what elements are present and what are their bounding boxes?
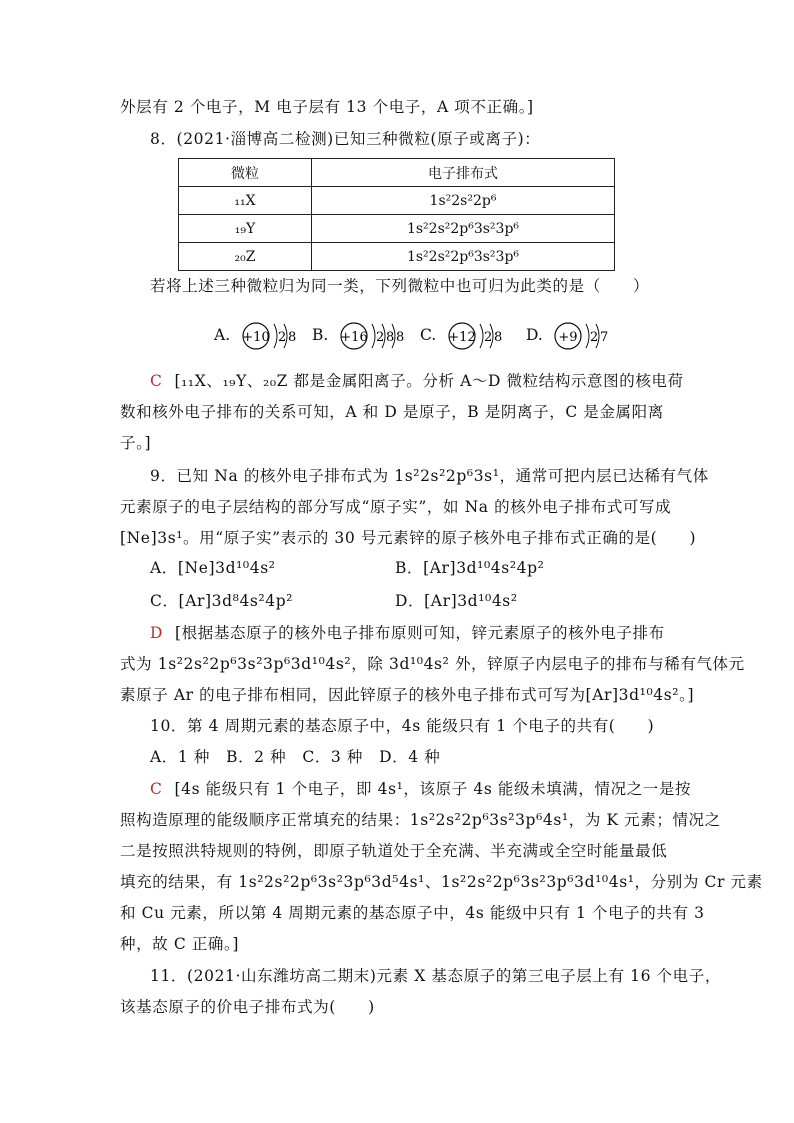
text-line: 种，故 C 正确。] xyxy=(120,935,240,953)
text-line: 外层有 2 个电子，M 电子层有 13 个电子，A 项不正确。] xyxy=(120,98,534,116)
nucleus-charge: +16 xyxy=(340,330,368,345)
table-header-cell: 电子排布式 xyxy=(312,159,615,187)
text-line: 该基态原子的价电子排布式为( ) xyxy=(120,998,375,1016)
atom-diagram-a xyxy=(240,318,310,354)
answer-8-line xyxy=(150,370,710,392)
option-letter: B. xyxy=(312,326,329,344)
shell-count: 7 xyxy=(600,330,609,345)
nucleus-charge: +10 xyxy=(242,330,270,345)
table-cell: ₁₉Y xyxy=(179,215,312,243)
question-10: 10．第 4 周期元素的基态原子中，4s 能级只有 1 个电子的共有( ) xyxy=(150,717,655,735)
option-letter: C. xyxy=(420,326,437,344)
shell-count: 8 xyxy=(386,330,395,345)
text-line: 数和核外电子排布的关系可知，A 和 D 是原子，B 是阴离子，C 是金属阳离 xyxy=(120,403,664,421)
question-11: 11．(2021·山东潍坊高二期末)元素 X 基态原子的第三电子层上有 16 个电子， xyxy=(150,967,721,985)
answer-text: [根据基态原子的核外电子排布原则可知，锌元素原子的核外电子排布 xyxy=(175,624,665,642)
electron-config-table xyxy=(178,158,615,271)
text-line: 和 Cu 元素，所以第 4 周期元素的基态原子中，4s 能级中只有 1 个电子的共有 3 xyxy=(120,904,705,922)
nucleus-charge: +12 xyxy=(448,330,476,345)
question-9: 9．已知 Na 的核外电子排布式为 1s²2s²2p⁶3s¹，通常可把内层已达稀有气体 xyxy=(150,467,709,485)
text-line: 照构造原理的能级顺序正常填充的结果：1s²2s²2p⁶3s²3p⁶4s¹，为 K 元素；情况之 xyxy=(120,811,721,829)
shell-count: 2 xyxy=(278,330,287,345)
text-line: 子。] xyxy=(120,434,152,452)
answer-text: [4s 能级只有 1 个电子，即 4s¹，该原子 4s 能级未填满，情况之一是按 xyxy=(174,780,692,798)
table-row xyxy=(179,243,615,271)
table-header-row xyxy=(179,159,615,187)
atom-diagram-d xyxy=(552,318,622,354)
nucleus-charge: +9 xyxy=(558,330,578,345)
answer-10-line xyxy=(150,778,710,800)
answer-text: [₁₁X、₁₉Y、₂₀Z 都是金属阳离子。分析 A～D 微粒结构示意图的核电荷 xyxy=(174,372,684,390)
table-cell: ₁₁X xyxy=(179,187,312,215)
text-line: 素原子 Ar 的电子排布相同，因此锌原子的核外电子排布式可写为[Ar]3d¹⁰4s²。] xyxy=(120,686,695,704)
text-line: [Ne]3s¹。用“原子实”表示的 30 号元素锌的原子核外电子排布式正确的是( ) xyxy=(120,529,697,547)
table-cell: 1s²2s²2p⁶3s²3p⁶ xyxy=(312,243,615,271)
text-line: 填充的结果，有 1s²2s²2p⁶3s²3p⁶3d⁵4s¹、1s²2s²2p⁶3s²3p⁶3d¹⁰4s¹，分别为 Cr 元素 xyxy=(120,873,763,891)
option-d: D．[Ar]3d¹⁰4s² xyxy=(395,592,518,610)
text-line: 元素原子的电子层结构的部分写成“原子实”，如 Na 的核外电子排布式可写成 xyxy=(120,498,672,516)
question-8: 8．(2021·淄博高二检测)已知三种微粒(原子或离子)： xyxy=(150,130,541,148)
shell-count: 8 xyxy=(288,330,297,345)
question-10-options: A．1 种 B．2 种 C．3 种 D．4 种 xyxy=(150,748,441,766)
table-cell: 1s²2s²2p⁶3s²3p⁶ xyxy=(312,215,615,243)
option-a: A．[Ne]3d¹⁰4s² xyxy=(150,559,276,577)
option-letter: A. xyxy=(214,326,231,344)
question-8-prompt: 若将上述三种微粒归为同一类，下列微粒中也可归为此类的是（ ） xyxy=(150,277,650,295)
shell-count: 2 xyxy=(590,330,599,345)
table-cell: ₂₀Z xyxy=(179,243,312,271)
answer-letter: C xyxy=(150,372,163,390)
shell-count: 2 xyxy=(484,330,493,345)
option-b: B．[Ar]3d¹⁰4s²4p² xyxy=(395,559,545,577)
text-line: 二是按照洪特规则的特例，即原子轨道处于全充满、半充满或全空时能量最低 xyxy=(120,842,668,860)
answer-9-line xyxy=(150,622,710,644)
answer-letter: C xyxy=(150,780,163,798)
table-row xyxy=(179,215,615,243)
atom-diagram-options xyxy=(200,318,640,354)
atom-diagram-b xyxy=(338,318,418,354)
shell-count: 8 xyxy=(396,330,405,345)
option-c: C．[Ar]3d⁸4s²4p² xyxy=(150,592,294,610)
shell-count: 8 xyxy=(494,330,503,345)
answer-letter: D xyxy=(150,624,164,642)
shell-count: 2 xyxy=(376,330,385,345)
table-header-cell: 微粒 xyxy=(179,159,312,187)
table-row xyxy=(179,187,615,215)
text-line: 式为 1s²2s²2p⁶3s²3p⁶3d¹⁰4s²，除 3d¹⁰4s² 外，锌原子内层电子的排布与稀有气体元 xyxy=(120,655,745,673)
table-cell: 1s²2s²2p⁶ xyxy=(312,187,615,215)
atom-diagram-c xyxy=(446,318,516,354)
option-letter: D. xyxy=(526,326,543,344)
